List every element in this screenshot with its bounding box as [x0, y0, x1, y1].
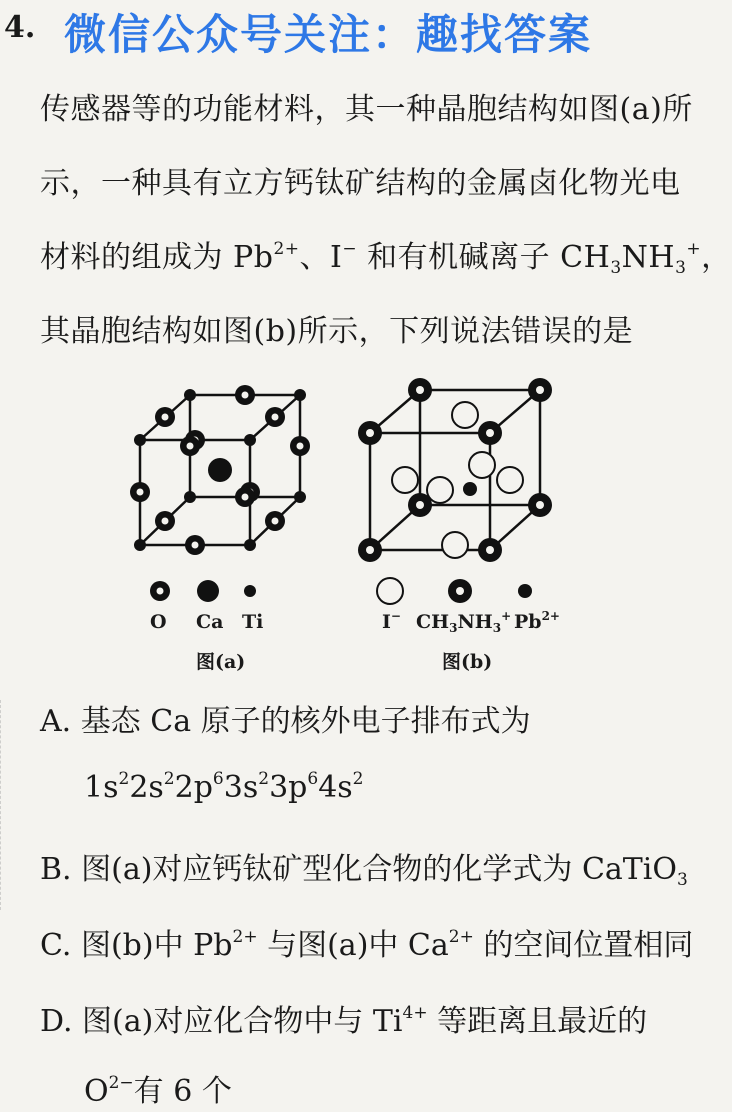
- option-b-text: B. 图(a)对应钙钛矿型化合物的化学式为 CaTiO: [40, 852, 677, 887]
- legend-o: O: [150, 611, 167, 633]
- superscript: 2: [118, 769, 130, 789]
- superscript: 2+: [273, 239, 300, 259]
- stem-line-5: 其晶胞结构如图(b)所示，下列说法错误的是: [40, 314, 634, 349]
- superscript: 2+: [541, 609, 560, 623]
- legend-lead: [514, 611, 560, 633]
- superscript: 4+: [402, 1003, 428, 1023]
- legend-ca: Ca: [196, 611, 224, 633]
- option-d-text: 有 6 个: [133, 1074, 232, 1109]
- superscript: 2: [258, 769, 270, 789]
- superscript: +: [501, 609, 512, 623]
- superscript: 2+: [232, 927, 258, 947]
- option-a-config: [84, 770, 364, 805]
- superscript: 6: [212, 769, 224, 789]
- option-d-text: 等距离且最近的: [427, 1004, 648, 1039]
- option-c: [40, 920, 693, 964]
- stem-text: NH: [621, 240, 676, 275]
- subscript: 3: [492, 621, 502, 635]
- question-number: 4.: [4, 10, 36, 45]
- stem-line-3: 示，一种具有立方钙钛矿结构的金属卤化物光电: [40, 166, 681, 201]
- legend-ti: Ti: [242, 611, 264, 633]
- superscript: 2: [352, 769, 364, 789]
- stem-line-2: 传感器等的功能材料，其一种晶胞结构如图(a)所: [40, 92, 693, 127]
- caption-a: 图(a): [196, 651, 246, 673]
- stem-text: 、I: [299, 240, 343, 275]
- subscript: 3: [677, 870, 688, 890]
- subscript: 3: [449, 621, 458, 635]
- caption-b: 图(b): [442, 651, 493, 673]
- orbital: 3p: [269, 770, 308, 805]
- orbital: 2p: [174, 770, 213, 805]
- subscript: 3: [675, 258, 687, 278]
- stem-text: ，: [701, 240, 732, 275]
- stem-line-4: [40, 232, 732, 276]
- option-c-text: 的空间位置相同: [473, 928, 694, 963]
- option-d-continued: [84, 1066, 232, 1110]
- crystal-diagrams: [120, 385, 570, 685]
- option-d-text: O: [84, 1074, 109, 1109]
- crystal-figure: [120, 385, 570, 685]
- legend-nh-text: NH: [457, 611, 493, 633]
- option-d: [40, 996, 647, 1040]
- superscript: +: [686, 239, 702, 259]
- orbital: 2s: [129, 770, 164, 805]
- orbital: 4s: [318, 770, 353, 805]
- option-b: [40, 844, 688, 888]
- superscript: −: [342, 239, 358, 259]
- option-a: A. 基态 Ca 原子的核外电子排布式为: [40, 704, 531, 739]
- superscript: 2: [163, 769, 175, 789]
- legend-methylammonium: [416, 611, 511, 633]
- orbital: 1s: [84, 770, 119, 805]
- legend-ch-text: CH: [416, 611, 450, 633]
- superscript: 6: [307, 769, 319, 789]
- superscript: −: [390, 609, 401, 623]
- stem-text: 和有机碱离子 CH: [357, 240, 611, 275]
- option-c-text: C. 图(b)中 Pb: [40, 928, 233, 963]
- option-c-text: 与图(a)中 Ca: [257, 928, 449, 963]
- option-d-text: D. 图(a)对应化合物中与 Ti: [40, 1004, 403, 1039]
- legend-pb-text: Pb: [514, 611, 542, 633]
- stem-text: 材料的组成为 Pb: [40, 240, 274, 275]
- legend-i-text: I: [382, 611, 391, 633]
- orbital: 3s: [223, 770, 259, 805]
- watermark: 微信公众号关注：趣找答案: [64, 10, 593, 59]
- superscript: 2−: [108, 1073, 134, 1093]
- superscript: 2+: [448, 927, 474, 947]
- legend-iodide: [382, 611, 401, 633]
- subscript: 3: [610, 258, 622, 278]
